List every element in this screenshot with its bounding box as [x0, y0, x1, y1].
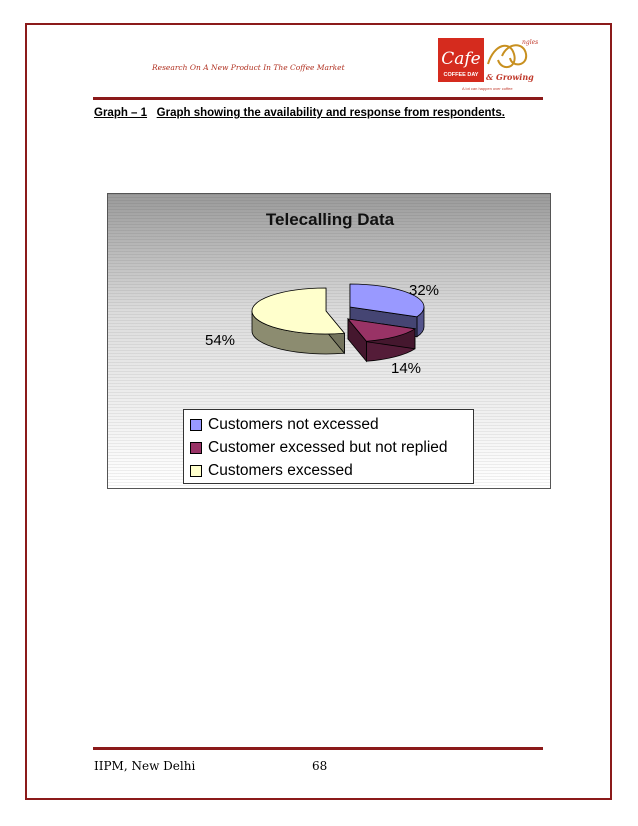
logo-cafe-text: Cafe [441, 49, 481, 69]
chart-legend [183, 409, 474, 484]
header-tagline: Research On A New Product In The Coffee Market [152, 63, 345, 72]
pie-data-label-2: 54% [204, 332, 236, 349]
chart-area [107, 193, 551, 489]
graph-caption-text: Graph showing the availability and response from respondents. [156, 107, 505, 119]
logo-years-text: ngles [522, 39, 539, 46]
pie-data-label-0: 32% [408, 282, 440, 299]
header-rule [93, 97, 543, 100]
chart-title: Telecalling Data [265, 210, 395, 229]
graph-caption [94, 107, 505, 119]
logo-coffee-day-text: COFFEE DAY [443, 72, 479, 78]
page-number: 68 [312, 759, 328, 773]
legend-swatch-2 [190, 465, 202, 477]
pie-slice-2 [252, 288, 344, 354]
legend-item [190, 436, 467, 459]
logo-growing-text: & Growing [486, 72, 534, 82]
pie-data-label-1: 14% [390, 360, 422, 377]
legend-label-0: Customers not excessed [208, 415, 379, 433]
legend-item [190, 459, 467, 482]
legend-label-1: Customer excessed but not replied [208, 438, 448, 456]
logo-slogan-text: A lot can happen over coffee [462, 86, 513, 91]
legend-swatch-0 [190, 419, 202, 431]
footer-institution: IIPM, New Delhi [94, 759, 196, 773]
legend-swatch-1 [190, 442, 202, 454]
footer-rule [93, 747, 543, 750]
legend-label-2: Customers excessed [208, 461, 353, 479]
legend-item [190, 413, 467, 436]
graph-caption-label: Graph – 1 [94, 107, 148, 119]
cafe-coffee-day-logo [438, 34, 558, 96]
